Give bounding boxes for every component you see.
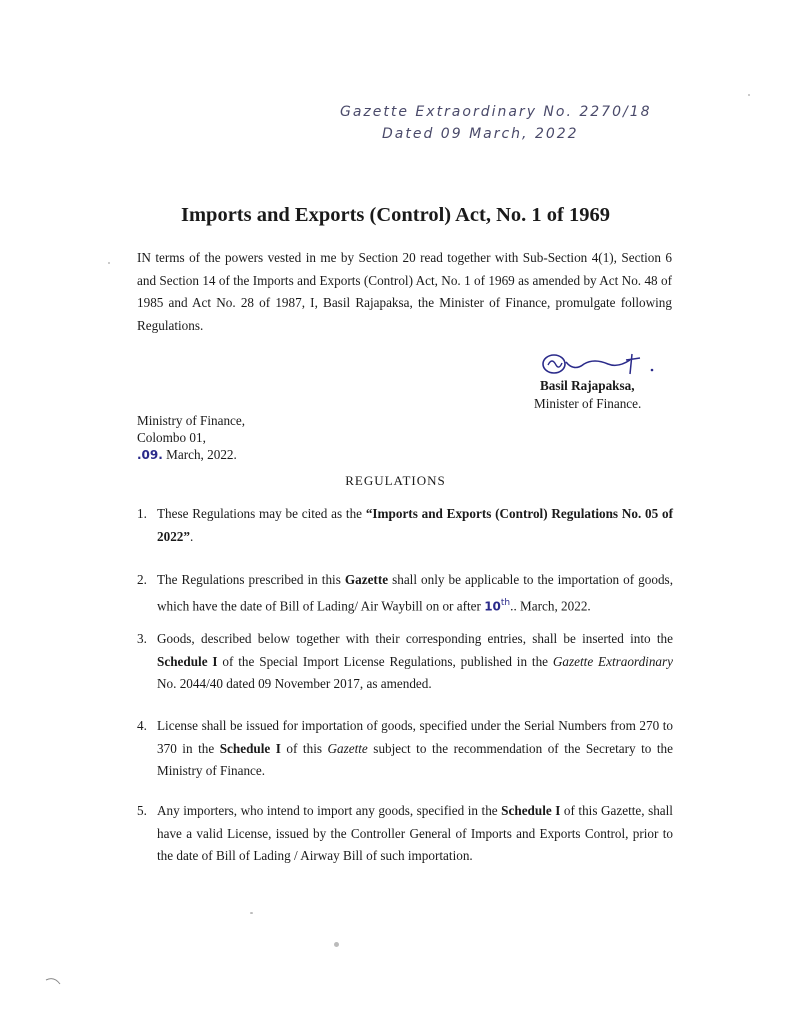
regulation-text-part: shall only be applicable to the importation of goods, which have the date of Bill of Lading/ Air Waybill on or after bbox=[157, 572, 673, 613]
regulation-text-part: The Regulations prescribed in this bbox=[157, 572, 345, 587]
regulation-bold-term: Gazette bbox=[344, 572, 389, 587]
handwritten-day-suffix: th bbox=[500, 597, 511, 608]
regulation-text-part: Any importers, who intend to import any goods, specified in the bbox=[157, 803, 502, 818]
regulation-text bbox=[157, 569, 673, 617]
regulation-number: 1. bbox=[137, 506, 147, 521]
regulation-bold-term: Schedule I bbox=[219, 740, 281, 756]
regulation-number: 2. bbox=[137, 572, 147, 587]
intro-paragraph: IN terms of the powers vested in me by Section 20 read together with Sub-Section 4(1), Section 6 and Section 14 of the Imports and Exports (Control) Act, No. 1 of 1969 as amended by Act No. 48 of 1985 and Act No. 28 of 1987, I, Basil Rajapaksa, the Minister of Finance, promulgate following Regulations. bbox=[137, 250, 672, 333]
scan-speck bbox=[108, 262, 110, 264]
regulation-text bbox=[157, 715, 673, 783]
regulation-bold-term: Schedule I bbox=[501, 803, 561, 818]
regulation-bold-term: Schedule I bbox=[157, 653, 218, 669]
regulation-text-part: . bbox=[189, 528, 194, 544]
regulation-item-4 bbox=[137, 715, 673, 783]
regulation-italic-term: Gazette Extraordinary bbox=[552, 653, 673, 669]
section-heading: REGULATIONS bbox=[345, 473, 446, 488]
regulation-text bbox=[157, 800, 673, 868]
scan-speck bbox=[250, 912, 253, 914]
regulation-item-5 bbox=[137, 800, 673, 868]
regulation-item-3 bbox=[137, 628, 673, 696]
regulation-citation-name: “Imports and Exports (Control) Regulations No. 05 of 2022” bbox=[157, 506, 673, 544]
regulation-number: 4. bbox=[137, 718, 147, 733]
regulation-text-part: License shall be issued for importation of goods, specified under the Serial Numbers from 270 to 370 in the bbox=[157, 718, 673, 756]
signatory-title: Minister of Finance. bbox=[534, 396, 642, 411]
scan-speck bbox=[334, 942, 339, 947]
address-date-rest: March, 2022. bbox=[162, 447, 237, 462]
regulation-text-part: of this bbox=[280, 740, 328, 756]
scan-speck bbox=[748, 94, 750, 96]
regulation-text-part: of the Special Import License Regulations, published in the bbox=[217, 653, 553, 669]
handwritten-gazette-date: Dated 09 March, 2022 bbox=[382, 126, 579, 142]
handwritten-day: .09. bbox=[137, 448, 163, 462]
regulation-italic-term: Gazette bbox=[327, 740, 368, 756]
regulation-text-part: Goods, described below together with their corresponding entries, shall be inserted into the bbox=[157, 631, 673, 646]
signatory-name: Basil Rajapaksa, bbox=[540, 378, 635, 393]
regulation-text bbox=[157, 503, 673, 548]
regulation-item-2 bbox=[137, 569, 673, 617]
address-date bbox=[137, 446, 245, 464]
regulation-item-1 bbox=[137, 503, 673, 548]
regulation-text-part: subject to the recommendation of the Secretary to the Ministry of Finance. bbox=[157, 740, 674, 778]
address-line-city: Colombo 01, bbox=[137, 430, 206, 445]
regulation-number: 3. bbox=[137, 631, 147, 646]
regulation-text-part: These Regulations may be cited as the bbox=[157, 506, 366, 521]
handwritten-day: 10 bbox=[484, 598, 501, 613]
issuing-address bbox=[137, 412, 245, 464]
regulation-number: 5. bbox=[137, 803, 147, 818]
signature-mark bbox=[540, 350, 660, 380]
regulation-text bbox=[157, 628, 673, 696]
regulation-text-part: .. March, 2022. bbox=[510, 597, 591, 613]
handwritten-gazette-number: Gazette Extraordinary No. 2270/18 bbox=[340, 104, 652, 120]
document-title: Imports and Exports (Control) Act, No. 1 of 1969 bbox=[181, 204, 610, 226]
regulation-text-part: of this Gazette, shall have a valid License, issued by the Controller General of Imports and Exports Control, prior to the date of Bill of Lading / Airway Bill of such importation. bbox=[157, 803, 673, 863]
regulation-text-part: No. 2044/40 dated 09 November 2017, as amended. bbox=[157, 676, 432, 691]
address-line-ministry: Ministry of Finance, bbox=[137, 413, 246, 428]
scan-mark bbox=[44, 974, 66, 994]
